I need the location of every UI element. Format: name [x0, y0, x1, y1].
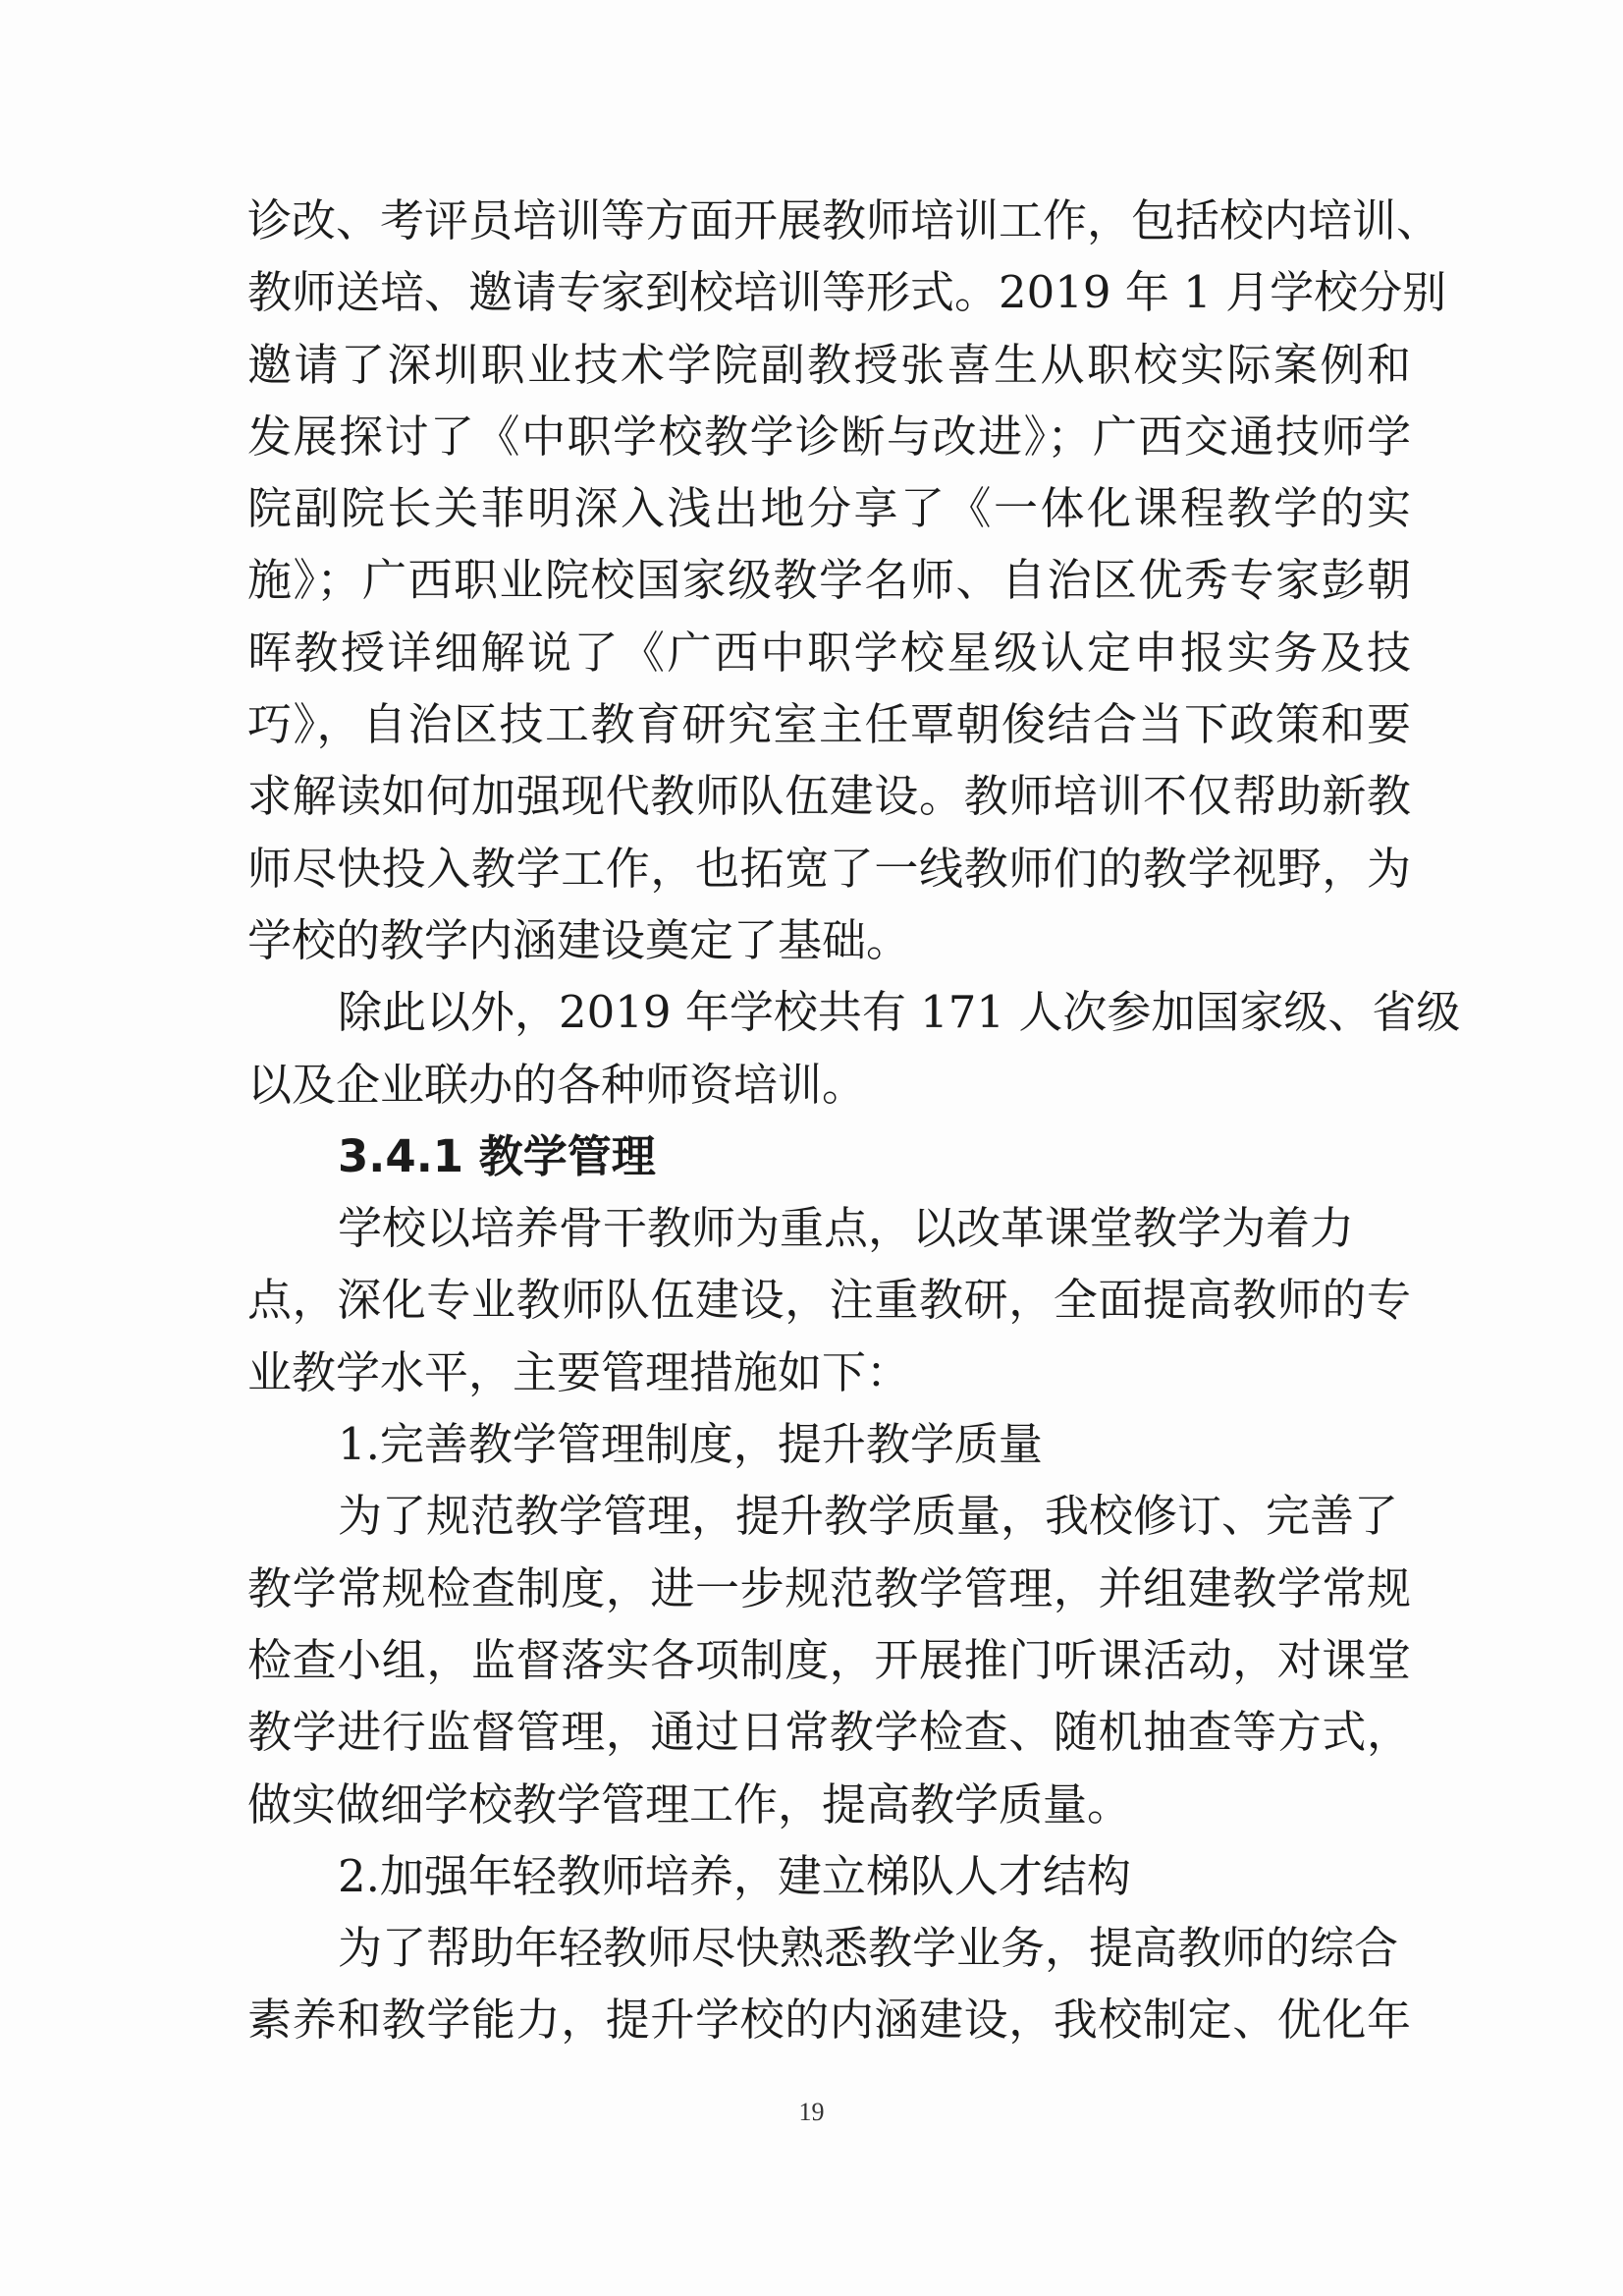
text-line: 为了规范教学管理，提升教学质量，我校修订、完善了	[338, 1490, 1399, 1543]
text-line: 教师送培、邀请专家到校培训等形式。2019 年 1 月学校分别	[247, 266, 1447, 319]
text-line: 教学常规检查制度，进一步规范教学管理，并组建教学常规	[247, 1561, 1411, 1614]
text-line: 为了帮助年轻教师尽快熟悉教学业务，提高教师的综合	[338, 1922, 1399, 1975]
text-line: 学校以培养骨干教师为重点，以改革课堂教学为着力	[338, 1202, 1355, 1255]
text-line: 巧》，自治区技工教育研究室主任覃朝俊结合当下政策和要	[247, 698, 1411, 751]
text-line: 师尽快投入教学工作，也拓宽了一线教师们的教学视野，为	[247, 842, 1411, 895]
text-line: 检查小组，监督落实各项制度，开展推门听课活动，对课堂	[247, 1633, 1411, 1686]
page-number: 19	[798, 2098, 825, 2126]
text-line: 点，深化专业教师队伍建设，注重教研，全面提高教师的专	[247, 1274, 1411, 1327]
text-line: 业教学水平，主要管理措施如下：	[247, 1345, 911, 1398]
text-line: 做实做细学校教学管理工作，提高教学质量。	[247, 1777, 1132, 1831]
text-line: 院副院长关菲明深入浅出地分享了《一体化课程教学的实	[247, 482, 1411, 535]
text-line: 诊改、考评员培训等方面开展教师培训工作，包括校内培训、	[247, 194, 1441, 246]
body-text	[247, 185, 1461, 2056]
text-line: 以及企业联办的各种师资培训。	[247, 1058, 867, 1111]
text-line: 邀请了深圳职业技术学院副教授张喜生从职校实际案例和	[247, 338, 1411, 391]
text-line: 晖教授详细解说了《广西中职学校星级认定申报实务及技	[247, 626, 1411, 679]
subheading: 1.完善教学管理制度，提升教学质量	[338, 1418, 1043, 1471]
text-line: 发展探讨了《中职学校教学诊断与改进》；广西交通技师学	[247, 410, 1411, 463]
text-line: 素养和教学能力，提升学校的内涵建设，我校制定、优化年	[247, 1994, 1411, 2047]
text-line: 除此以外，2019 年学校共有 171 人次参加国家级、省级	[338, 986, 1461, 1039]
text-line: 施》；广西职业院校国家级教学名师、自治区优秀专家彭朝	[247, 554, 1411, 607]
text-line: 教学进行监督管理，通过日常教学检查、随机抽查等方式，	[247, 1706, 1411, 1759]
text-line: 学校的教学内涵建设奠定了基础。	[247, 913, 911, 966]
subheading: 2.加强年轻教师培养，建立梯队人才结构	[338, 1849, 1131, 1902]
text-line: 求解读如何加强现代教师队伍建设。教师培训不仅帮助新教	[247, 770, 1411, 823]
section-heading: 3.4.1 教学管理	[338, 1129, 656, 1182]
